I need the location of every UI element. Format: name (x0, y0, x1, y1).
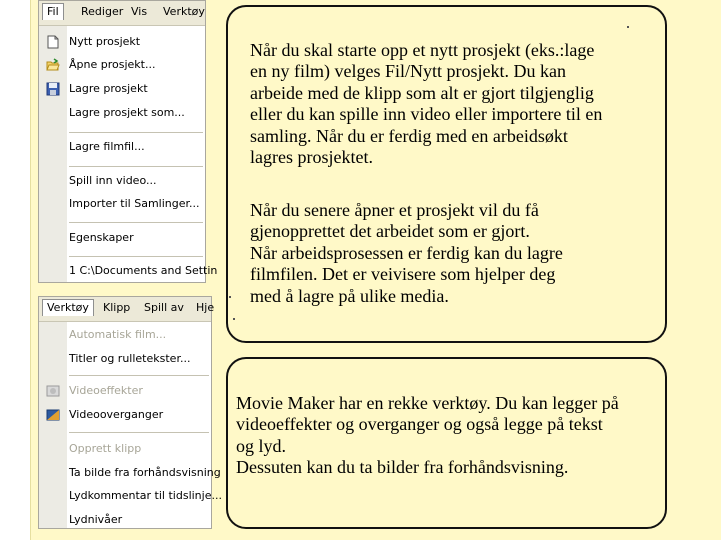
menu-separator (69, 222, 203, 223)
top-text-paragraph-1: Når du skal starte opp et nytt prosjekt (eks.:lage en ny film) velges Fil/Nytt prosjekt. Du kan arbeide med de klipp som alt er gjort tilgjenglig eller du kan spille inn video eller importere til en samling. Når du er ferdig med en arbeidsøkt lagres prosjektet. (250, 40, 603, 168)
new-project-icon (46, 35, 60, 49)
menu-item-automovie[interactable]: Automatisk film... (69, 328, 167, 341)
decorative-dot (233, 318, 235, 320)
menu-item-audio-levels[interactable]: Lydnivåer (69, 513, 123, 526)
tools-menu-dropdown (39, 322, 222, 528)
menu-item-narrate-timeline[interactable]: Lydkommentar til tidslinje... (69, 489, 222, 502)
menu-item-save-project-as[interactable]: Lagre prosjekt som... (69, 106, 185, 119)
menu-spill-av[interactable]: Spill av (144, 301, 184, 314)
file-menubar (39, 1, 205, 26)
decorative-dot (229, 296, 231, 298)
top-text-paragraph-2: Når du senere åpner et prosjekt vil du få gjenopprettet det arbeidet som er gjort. Når arbeidsprosessen er ferdig kan du lagre filmfilen. Det er veivisere som hjelper deg med å lagre på ulike media. (250, 200, 563, 306)
top-text-box (226, 5, 667, 343)
decorative-dot (627, 26, 629, 28)
menu-item-capture-video[interactable]: Spill inn video... (69, 174, 157, 187)
menu-verktoy[interactable]: Verktøy (163, 5, 205, 18)
menu-item-import-collections[interactable]: Importer til Samlinger... (69, 197, 200, 210)
bottom-text-paragraph: Movie Maker har en rekke verktøy. Du kan legger på videoeffekter og overganger og også legge på tekst og lyd. Dessuten kan du ta bilder fra forhåndsvisning. (236, 393, 619, 478)
video-transitions-icon (46, 408, 60, 422)
menu-item-new-project[interactable]: Nytt prosjekt (39, 31, 205, 53)
menu-vis[interactable]: Vis (131, 5, 148, 18)
menu-item-save-project[interactable]: Lagre prosjekt (39, 78, 205, 100)
menu-item-properties[interactable]: Egenskaper (69, 231, 134, 244)
menu-separator (69, 256, 203, 257)
menu-item-create-clips[interactable]: Opprett klipp (69, 442, 142, 455)
menu-separator (69, 375, 209, 376)
menu-item-recent-file[interactable]: 1 C:\Documents and Settin (69, 264, 218, 277)
menu-item-video-transitions[interactable]: Videooverganger (39, 404, 211, 426)
menu-item-open-project[interactable]: Åpne prosjekt... (39, 54, 205, 76)
menu-rediger[interactable]: Rediger (81, 5, 124, 18)
menu-hjelp[interactable]: Hje (196, 301, 215, 314)
file-menu-dropdown (39, 26, 218, 282)
video-effects-icon (46, 384, 60, 398)
tools-menubar (39, 297, 215, 322)
menu-fil[interactable]: Fil (42, 3, 64, 20)
save-disk-icon (46, 82, 60, 96)
menu-klipp[interactable]: Klipp (103, 301, 131, 314)
menu-item-save-movie-file[interactable]: Lagre filmfil... (69, 140, 145, 153)
menu-item-titles-credits[interactable]: Titler og rulletekster... (69, 352, 191, 365)
menu-verktoy[interactable]: Verktøy (42, 299, 94, 316)
file-menu-screenshot (38, 0, 218, 283)
menu-item-take-picture[interactable]: Ta bilde fra forhåndsvisning (69, 466, 221, 479)
menu-separator (69, 432, 209, 433)
menu-separator (69, 166, 203, 167)
bottom-text-box (226, 357, 667, 529)
tools-menu-screenshot (38, 296, 222, 529)
menu-separator (69, 132, 203, 133)
menu-item-video-effects[interactable]: Videoeffekter (39, 380, 211, 402)
open-folder-icon (46, 58, 60, 72)
